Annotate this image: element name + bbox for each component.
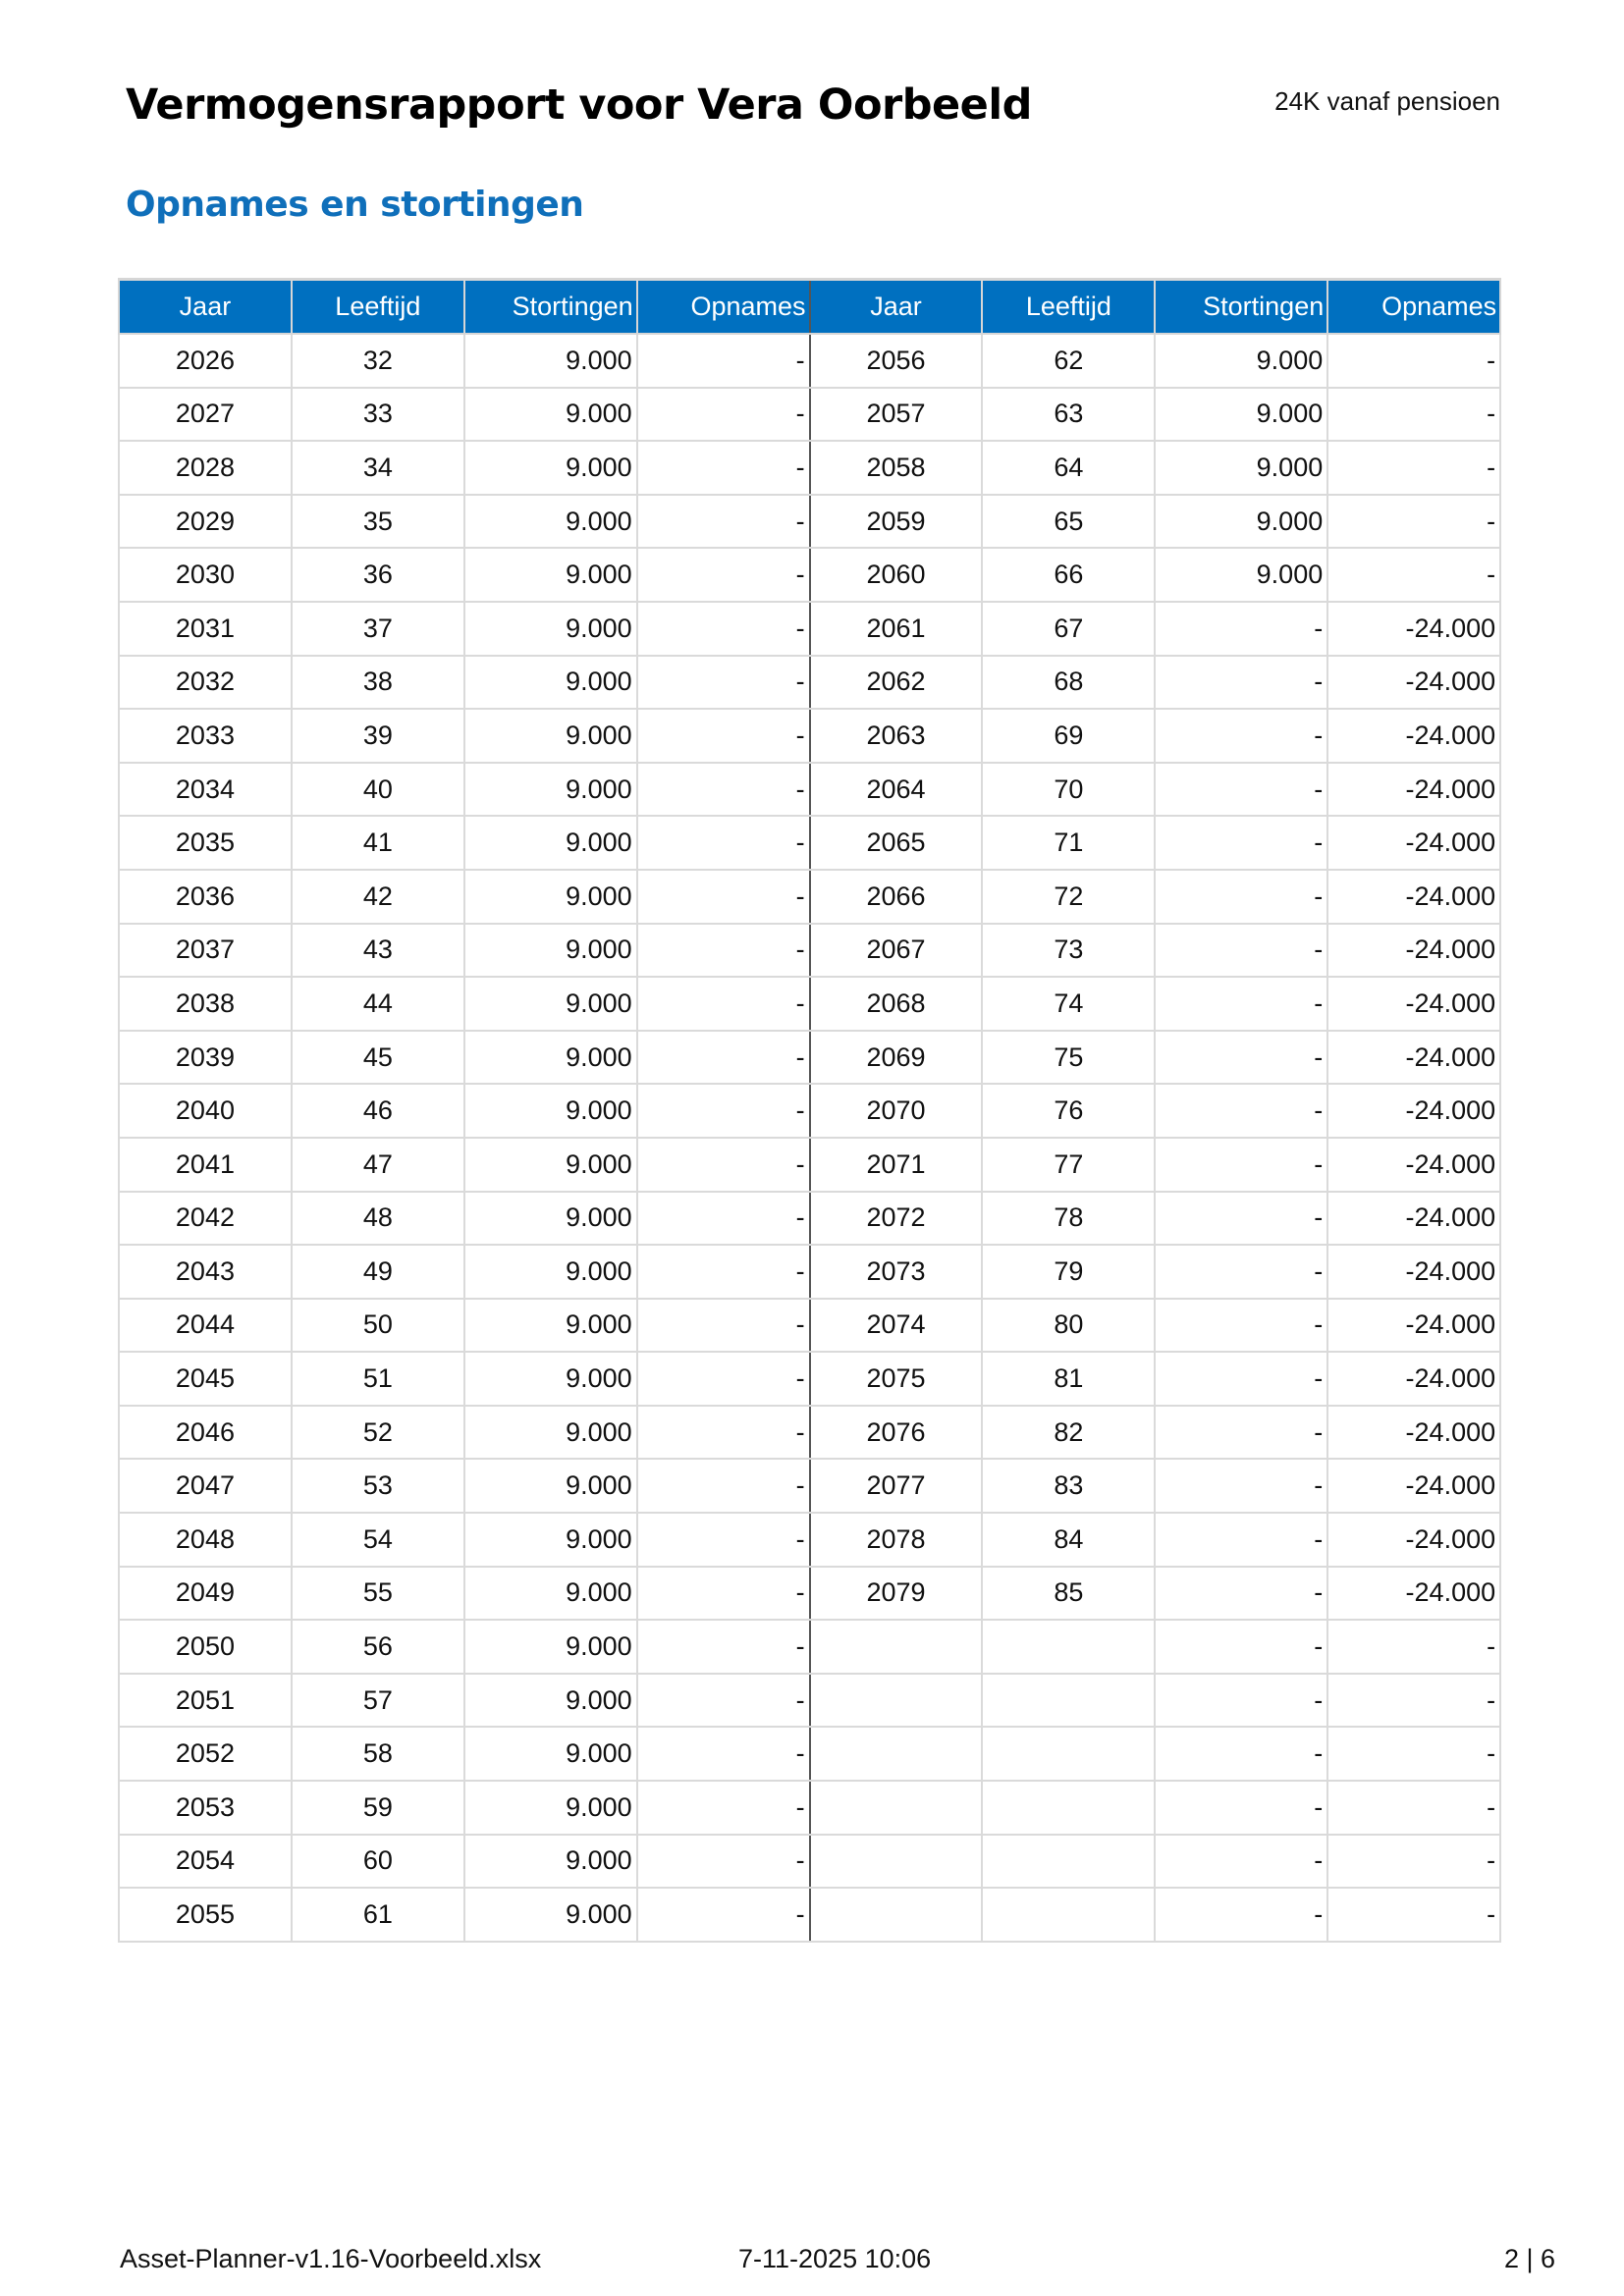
age-cell: 50 [292, 1299, 464, 1353]
age-cell [982, 1674, 1155, 1728]
col-header-year: Jaar [119, 280, 292, 335]
year-cell: 2069 [810, 1031, 983, 1085]
year-cell: 2039 [119, 1031, 292, 1085]
age-cell: 69 [982, 709, 1155, 763]
withdrawals-cell: - [637, 816, 810, 870]
deposits-cell: - [1155, 1835, 1327, 1889]
deposits-cell: 9.000 [464, 656, 637, 710]
age-cell: 70 [982, 763, 1155, 817]
year-cell [810, 1781, 983, 1835]
withdrawals-cell: -24.000 [1327, 1567, 1500, 1621]
year-cell: 2056 [810, 334, 983, 388]
deposits-cell: 9.000 [464, 1192, 637, 1246]
withdrawals-cell: - [1327, 388, 1500, 442]
age-cell: 68 [982, 656, 1155, 710]
table-row [119, 1299, 1500, 1353]
withdrawals-cell: -24.000 [1327, 1513, 1500, 1567]
deposits-cell: - [1155, 816, 1327, 870]
year-cell: 2035 [119, 816, 292, 870]
age-cell: 39 [292, 709, 464, 763]
table-row [119, 495, 1500, 549]
year-cell: 2029 [119, 495, 292, 549]
withdrawals-cell: -24.000 [1327, 1459, 1500, 1513]
table-row [119, 924, 1500, 978]
deposits-cell: - [1155, 1352, 1327, 1406]
table-row [119, 1031, 1500, 1085]
year-cell: 2038 [119, 977, 292, 1031]
deposits-cell: - [1155, 1459, 1327, 1513]
table-row [119, 1459, 1500, 1513]
age-cell: 42 [292, 870, 464, 924]
age-cell: 79 [982, 1245, 1155, 1299]
age-cell: 35 [292, 495, 464, 549]
table-row [119, 1727, 1500, 1781]
table-row [119, 1406, 1500, 1460]
col-header-deposits: Stortingen [464, 280, 637, 335]
deposits-cell: 9.000 [1155, 441, 1327, 495]
age-cell: 38 [292, 656, 464, 710]
year-cell: 2032 [119, 656, 292, 710]
withdrawals-cell: - [637, 1781, 810, 1835]
year-cell: 2077 [810, 1459, 983, 1513]
deposits-cell: - [1155, 1138, 1327, 1192]
age-cell: 59 [292, 1781, 464, 1835]
year-cell: 2043 [119, 1245, 292, 1299]
deposits-cell: 9.000 [1155, 495, 1327, 549]
withdrawals-cell: - [637, 1406, 810, 1460]
year-cell: 2030 [119, 548, 292, 602]
age-cell: 56 [292, 1620, 464, 1674]
age-cell: 60 [292, 1835, 464, 1889]
year-cell: 2034 [119, 763, 292, 817]
withdrawals-cell: - [1327, 441, 1500, 495]
year-cell: 2073 [810, 1245, 983, 1299]
year-cell: 2068 [810, 977, 983, 1031]
withdrawals-cell: -24.000 [1327, 1138, 1500, 1192]
table-row [119, 334, 1500, 388]
table-row [119, 1084, 1500, 1138]
table-row [119, 1674, 1500, 1728]
year-cell: 2055 [119, 1888, 292, 1942]
year-cell: 2063 [810, 709, 983, 763]
age-cell: 40 [292, 763, 464, 817]
age-cell [982, 1888, 1155, 1942]
deposits-cell: 9.000 [464, 1513, 637, 1567]
deposits-cell: - [1155, 1084, 1327, 1138]
deposits-cell: 9.000 [464, 709, 637, 763]
col-header-deposits: Stortingen [1155, 280, 1327, 335]
withdrawals-cell: - [637, 656, 810, 710]
withdrawals-cell: - [1327, 1835, 1500, 1889]
withdrawals-cell: - [637, 1674, 810, 1728]
deposits-cell: 9.000 [464, 1727, 637, 1781]
age-cell: 65 [982, 495, 1155, 549]
deposits-cell: 9.000 [464, 924, 637, 978]
withdrawals-cell: -24.000 [1327, 656, 1500, 710]
age-cell: 51 [292, 1352, 464, 1406]
deposits-cell: - [1155, 977, 1327, 1031]
year-cell: 2051 [119, 1674, 292, 1728]
year-cell: 2078 [810, 1513, 983, 1567]
year-cell: 2059 [810, 495, 983, 549]
withdrawals-cell: -24.000 [1327, 602, 1500, 656]
deposits-cell: 9.000 [464, 441, 637, 495]
withdrawals-cell: - [637, 1567, 810, 1621]
table-row [119, 870, 1500, 924]
withdrawals-cell: - [637, 1031, 810, 1085]
withdrawals-cell: - [637, 1299, 810, 1353]
year-cell: 2031 [119, 602, 292, 656]
age-cell: 81 [982, 1352, 1155, 1406]
year-cell: 2049 [119, 1567, 292, 1621]
withdrawals-cell: -24.000 [1327, 1406, 1500, 1460]
withdrawals-cell: - [637, 1835, 810, 1889]
footer-datetime: 7-11-2025 10:06 [738, 2244, 932, 2273]
year-cell: 2045 [119, 1352, 292, 1406]
year-cell: 2036 [119, 870, 292, 924]
deposits-cell: - [1155, 1513, 1327, 1567]
age-cell: 63 [982, 388, 1155, 442]
age-cell: 84 [982, 1513, 1155, 1567]
year-cell: 2064 [810, 763, 983, 817]
table-row [119, 1781, 1500, 1835]
age-cell [982, 1727, 1155, 1781]
withdrawals-cell: - [1327, 334, 1500, 388]
deposits-cell: 9.000 [464, 495, 637, 549]
age-cell: 75 [982, 1031, 1155, 1085]
age-cell [982, 1835, 1155, 1889]
footer-page-number: 2 | 6 [1503, 2244, 1555, 2273]
year-cell: 2041 [119, 1138, 292, 1192]
table-row [119, 548, 1500, 602]
age-cell: 52 [292, 1406, 464, 1460]
age-cell: 66 [982, 548, 1155, 602]
age-cell: 34 [292, 441, 464, 495]
table-row [119, 977, 1500, 1031]
age-cell [982, 1620, 1155, 1674]
year-cell [810, 1620, 983, 1674]
deposits-cell: 9.000 [464, 1352, 637, 1406]
age-cell: 45 [292, 1031, 464, 1085]
year-cell [810, 1674, 983, 1728]
deposits-cell: 9.000 [464, 548, 637, 602]
age-cell: 58 [292, 1727, 464, 1781]
deposits-cell: 9.000 [1155, 548, 1327, 602]
withdrawals-cell: -24.000 [1327, 1245, 1500, 1299]
year-cell: 2048 [119, 1513, 292, 1567]
year-cell: 2074 [810, 1299, 983, 1353]
withdrawals-cell: - [637, 388, 810, 442]
age-cell: 32 [292, 334, 464, 388]
year-cell: 2079 [810, 1567, 983, 1621]
table-row [119, 1192, 1500, 1246]
withdrawals-cell: - [637, 602, 810, 656]
year-cell: 2061 [810, 602, 983, 656]
withdrawals-cell: - [637, 548, 810, 602]
age-cell: 77 [982, 1138, 1155, 1192]
table-row [119, 1245, 1500, 1299]
year-cell: 2066 [810, 870, 983, 924]
withdrawals-cell: -24.000 [1327, 924, 1500, 978]
deposits-cell: - [1155, 1567, 1327, 1621]
table-row [119, 763, 1500, 817]
withdrawals-cell: -24.000 [1327, 1352, 1500, 1406]
age-cell: 80 [982, 1299, 1155, 1353]
age-cell: 47 [292, 1138, 464, 1192]
deposits-cell: - [1155, 602, 1327, 656]
deposits-cell: - [1155, 709, 1327, 763]
table-row [119, 1352, 1500, 1406]
year-cell: 2033 [119, 709, 292, 763]
age-cell [982, 1781, 1155, 1835]
col-header-age: Leeftijd [292, 280, 464, 335]
deposits-cell: 9.000 [464, 1620, 637, 1674]
year-cell [810, 1888, 983, 1942]
table-row [119, 602, 1500, 656]
withdrawals-cell: -24.000 [1327, 977, 1500, 1031]
year-cell [810, 1727, 983, 1781]
year-cell: 2026 [119, 334, 292, 388]
year-cell: 2042 [119, 1192, 292, 1246]
deposits-cell: - [1155, 656, 1327, 710]
withdrawals-cell: - [637, 495, 810, 549]
deposits-cell: 9.000 [464, 870, 637, 924]
year-cell: 2065 [810, 816, 983, 870]
age-cell: 76 [982, 1084, 1155, 1138]
deposits-cell: 9.000 [464, 1084, 637, 1138]
withdrawals-cell: - [637, 441, 810, 495]
withdrawals-cell: - [637, 977, 810, 1031]
age-cell: 78 [982, 1192, 1155, 1246]
table-row [119, 1620, 1500, 1674]
year-cell: 2062 [810, 656, 983, 710]
deposits-cell: 9.000 [464, 763, 637, 817]
deposits-cell: 9.000 [464, 1888, 637, 1942]
withdrawals-cell: -24.000 [1327, 870, 1500, 924]
age-cell: 46 [292, 1084, 464, 1138]
deposits-cell: - [1155, 1674, 1327, 1728]
age-cell: 41 [292, 816, 464, 870]
year-cell: 2037 [119, 924, 292, 978]
age-cell: 54 [292, 1513, 464, 1567]
deposits-cell: - [1155, 1888, 1327, 1942]
withdrawals-cell: - [1327, 548, 1500, 602]
age-cell: 49 [292, 1245, 464, 1299]
year-cell: 2044 [119, 1299, 292, 1353]
withdrawals-cell: -24.000 [1327, 1192, 1500, 1246]
withdrawals-cell: - [637, 1352, 810, 1406]
table-row [119, 816, 1500, 870]
withdrawals-cell: - [1327, 1674, 1500, 1728]
withdrawals-cell: -24.000 [1327, 1299, 1500, 1353]
deposits-cell: - [1155, 1245, 1327, 1299]
withdrawals-cell: - [637, 1459, 810, 1513]
year-cell: 2054 [119, 1835, 292, 1889]
year-cell [810, 1835, 983, 1889]
age-cell: 82 [982, 1406, 1155, 1460]
age-cell: 37 [292, 602, 464, 656]
age-cell: 74 [982, 977, 1155, 1031]
age-cell: 57 [292, 1674, 464, 1728]
age-cell: 85 [982, 1567, 1155, 1621]
deposits-cell: 9.000 [464, 1245, 637, 1299]
deposits-cell: 9.000 [464, 602, 637, 656]
age-cell: 64 [982, 441, 1155, 495]
deposits-cell: - [1155, 1620, 1327, 1674]
age-cell: 36 [292, 548, 464, 602]
deposits-cell: - [1155, 870, 1327, 924]
deposits-cell: - [1155, 1781, 1327, 1835]
table-row [119, 709, 1500, 763]
year-cell: 2075 [810, 1352, 983, 1406]
year-cell: 2057 [810, 388, 983, 442]
withdrawals-cell: - [637, 334, 810, 388]
deposits-cell: - [1155, 1406, 1327, 1460]
table-row [119, 441, 1500, 495]
deposits-cell: 9.000 [464, 388, 637, 442]
deposits-cell: - [1155, 1299, 1327, 1353]
deposits-cell: 9.000 [1155, 388, 1327, 442]
year-cell: 2070 [810, 1084, 983, 1138]
deposits-cell: - [1155, 1192, 1327, 1246]
deposits-cell: 9.000 [464, 334, 637, 388]
withdrawals-cell: -24.000 [1327, 816, 1500, 870]
age-cell: 44 [292, 977, 464, 1031]
col-header-withdrawals: Opnames [1327, 280, 1500, 335]
age-cell: 67 [982, 602, 1155, 656]
table-row [119, 1513, 1500, 1567]
table-row [119, 1138, 1500, 1192]
age-cell: 48 [292, 1192, 464, 1246]
withdrawals-cell: - [637, 1513, 810, 1567]
year-cell: 2053 [119, 1781, 292, 1835]
deposits-cell: - [1155, 1031, 1327, 1085]
withdrawals-cell: - [637, 1192, 810, 1246]
year-cell: 2027 [119, 388, 292, 442]
withdrawals-cell: -24.000 [1327, 1031, 1500, 1085]
col-header-withdrawals: Opnames [637, 280, 810, 335]
year-cell: 2028 [119, 441, 292, 495]
withdrawals-cell: - [637, 709, 810, 763]
deposits-cell: 9.000 [464, 816, 637, 870]
deposits-cell: 9.000 [464, 1406, 637, 1460]
withdrawals-cell: - [637, 870, 810, 924]
deposits-cell: 9.000 [464, 1299, 637, 1353]
table-row [119, 1888, 1500, 1942]
withdrawals-cell: -24.000 [1327, 1084, 1500, 1138]
year-cell: 2067 [810, 924, 983, 978]
report-title: Vermogensrapport voor Vera Oorbeeld [126, 80, 1032, 130]
age-cell: 43 [292, 924, 464, 978]
year-cell: 2076 [810, 1406, 983, 1460]
withdrawals-cell: - [1327, 1888, 1500, 1942]
withdrawals-cell: -24.000 [1327, 763, 1500, 817]
table-body [119, 334, 1500, 1942]
deposits-cell: 9.000 [464, 1459, 637, 1513]
withdrawals-cell: - [637, 1727, 810, 1781]
age-cell: 73 [982, 924, 1155, 978]
withdrawals-cell: - [637, 1138, 810, 1192]
table-row [119, 388, 1500, 442]
year-cell: 2050 [119, 1620, 292, 1674]
deposits-cell: 9.000 [464, 1031, 637, 1085]
scenario-label: 24K vanaf pensioen [1274, 86, 1500, 116]
withdrawals-cell: - [637, 1245, 810, 1299]
year-cell: 2072 [810, 1192, 983, 1246]
table-row [119, 1567, 1500, 1621]
deposits-cell: - [1155, 924, 1327, 978]
withdrawals-cell: -24.000 [1327, 709, 1500, 763]
age-cell: 61 [292, 1888, 464, 1942]
year-cell: 2058 [810, 441, 983, 495]
age-cell: 83 [982, 1459, 1155, 1513]
withdrawals-cell: - [1327, 1727, 1500, 1781]
footer-filename: Asset-Planner-v1.16-Voorbeeld.xlsx [120, 2244, 542, 2273]
age-cell: 55 [292, 1567, 464, 1621]
withdrawals-cell: - [1327, 1781, 1500, 1835]
deposits-cell: 9.000 [464, 1835, 637, 1889]
deposits-cell: 9.000 [464, 977, 637, 1031]
deposits-cell: 9.000 [464, 1567, 637, 1621]
withdrawals-cell: - [1327, 495, 1500, 549]
table-row [119, 656, 1500, 710]
table-header-row [119, 280, 1500, 335]
age-cell: 62 [982, 334, 1155, 388]
section-title: Opnames en stortingen [126, 185, 584, 225]
year-cell: 2046 [119, 1406, 292, 1460]
year-cell: 2052 [119, 1727, 292, 1781]
year-cell: 2060 [810, 548, 983, 602]
age-cell: 72 [982, 870, 1155, 924]
withdrawals-deposits-table [118, 278, 1501, 1943]
deposits-cell: 9.000 [464, 1674, 637, 1728]
table-row [119, 1835, 1500, 1889]
age-cell: 53 [292, 1459, 464, 1513]
deposits-cell: - [1155, 1727, 1327, 1781]
withdrawals-cell: - [637, 1888, 810, 1942]
deposits-cell: 9.000 [464, 1781, 637, 1835]
withdrawals-cell: - [637, 924, 810, 978]
year-cell: 2040 [119, 1084, 292, 1138]
col-header-age: Leeftijd [982, 280, 1155, 335]
year-cell: 2047 [119, 1459, 292, 1513]
withdrawals-cell: - [637, 1084, 810, 1138]
withdrawals-cell: - [1327, 1620, 1500, 1674]
age-cell: 71 [982, 816, 1155, 870]
deposits-cell: 9.000 [464, 1138, 637, 1192]
withdrawals-cell: - [637, 1620, 810, 1674]
year-cell: 2071 [810, 1138, 983, 1192]
withdrawals-cell: - [637, 763, 810, 817]
age-cell: 33 [292, 388, 464, 442]
col-header-year: Jaar [810, 280, 983, 335]
deposits-cell: 9.000 [1155, 334, 1327, 388]
deposits-cell: - [1155, 763, 1327, 817]
